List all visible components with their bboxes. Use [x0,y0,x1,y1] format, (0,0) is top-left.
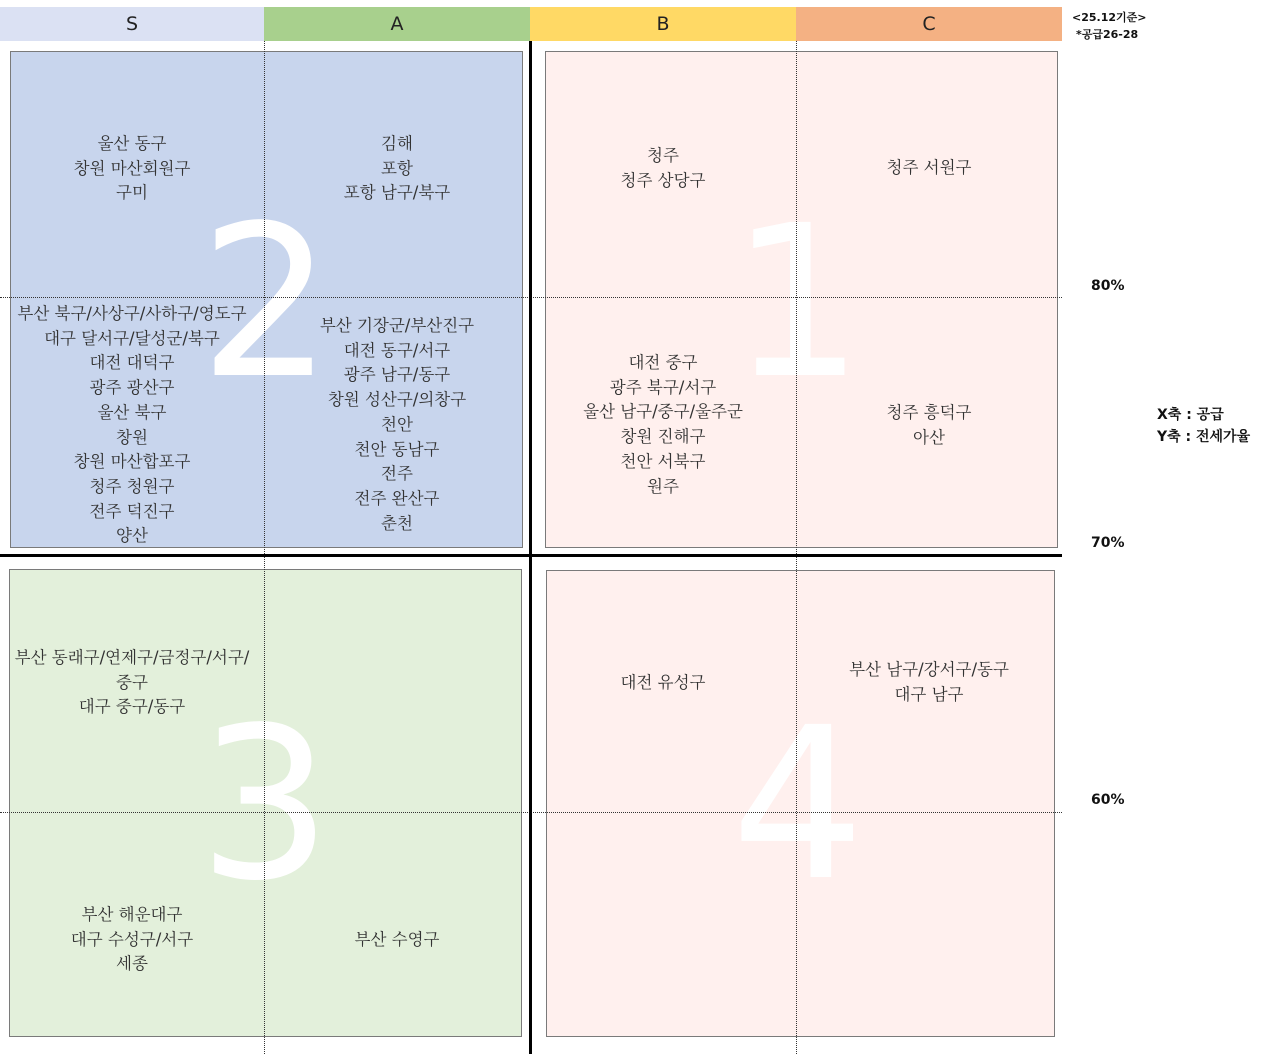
region-label: 전주 완산구 [354,488,440,508]
region-label: 원주 [647,476,679,496]
region-label: 양산 [116,526,148,546]
column-header-c [796,7,1062,41]
region-label: 부산 기장군/부산진구 [319,316,475,335]
cell-a-top [264,132,530,206]
region-label: 중구 [116,672,148,692]
center-divider-horizontal [0,554,1062,557]
region-label: 대구 수성구/서구 [70,929,194,949]
region-label: 창원 [116,427,148,447]
region-label: 울산 동구 [97,134,167,153]
column-label: A [390,13,404,35]
cell-s-mid [0,302,264,549]
region-label: 울산 남구/중구/울주군 [583,402,743,422]
region-label: 청주 상당구 [620,170,706,190]
percent-label-80: 80% [1091,278,1125,294]
percent-label-70: 70% [1091,535,1125,551]
axis-legend [1157,404,1250,448]
cell-c-low [796,658,1062,707]
cell-s-low [0,646,264,720]
region-label: 천안 서북구 [620,451,706,471]
region-label: 포항 남구/북구 [343,183,451,203]
column-header-b [530,7,796,41]
region-label: 부산 해운대구 [81,905,183,924]
quadrant-number-4: 4 [731,682,865,927]
region-label: 대전 유성구 [620,673,706,692]
quadrant-number-3: 3 [198,682,332,927]
cell-a-mid [264,314,530,536]
region-label: 창원 마산합포구 [73,452,191,472]
region-label: 대구 달서구/달성군/북구 [44,328,220,348]
column-header-a [264,7,530,41]
region-label: 광주 남구/동구 [343,365,451,385]
supply-note: *공급26-28 [1076,28,1139,41]
region-label: 광주 북구/서구 [609,377,717,397]
region-label: 아산 [913,427,945,447]
region-label: 부산 동래구/연제구/금정구/서구/ [14,648,250,667]
region-label: 창원 성산구/의창구 [327,390,467,410]
region-label: 청주 서원구 [886,158,972,177]
cell-a-bot [264,928,530,953]
region-label: 창원 진해구 [620,427,706,447]
region-label: 대전 동구/서구 [343,340,451,360]
region-label: 대구 중구/동구 [78,697,186,717]
region-label: 청주 [647,146,679,165]
region-label: 대구 남구 [894,684,964,704]
cell-c-top [796,156,1062,181]
region-label: 세종 [116,954,148,974]
region-label: 김해 [381,134,413,153]
region-label: 포항 [381,158,413,178]
region-label: 창원 마산회원구 [73,158,191,178]
region-label: 부산 북구/사상구/사하구/영도구 [17,304,247,323]
x-axis-label: X축 : 공급 [1157,407,1224,423]
region-label: 구미 [116,183,148,203]
region-label: 울산 북구 [97,402,167,422]
region-label: 부산 수영구 [354,930,440,949]
cell-c-mid [796,401,1062,450]
date-note: <25.12기준> [1072,11,1147,24]
region-label: 청주 흥덕구 [886,403,972,422]
region-label: 부산 남구/강서구/동구 [849,660,1009,679]
cell-s-bot [0,903,264,977]
column-label: B [656,13,670,35]
region-label: 청주 청원구 [89,476,175,496]
column-header-s [0,7,264,41]
cell-b-mid [530,351,796,499]
region-label: 춘천 [381,513,413,533]
cell-s-top [0,132,264,206]
region-label: 전주 덕진구 [89,501,175,521]
grid-line-vertical-bc [796,41,797,1054]
region-label: 전주 [381,464,413,484]
region-label: 대전 대덕구 [89,353,175,373]
column-label: S [125,13,139,35]
cell-b-top [530,144,796,193]
cell-b-low [530,671,796,696]
y-axis-label: Y축 : 전세가율 [1157,429,1251,445]
region-label: 대전 중구 [628,353,698,372]
column-label: C [922,13,936,35]
quadrant-number-1: 1 [730,180,864,425]
percent-label-60: 60% [1091,792,1125,808]
quadrant-number-2: 2 [199,180,333,425]
region-label: 광주 광산구 [89,378,175,398]
region-label: 천안 동남구 [354,439,440,459]
region-label: 천안 [381,414,413,434]
